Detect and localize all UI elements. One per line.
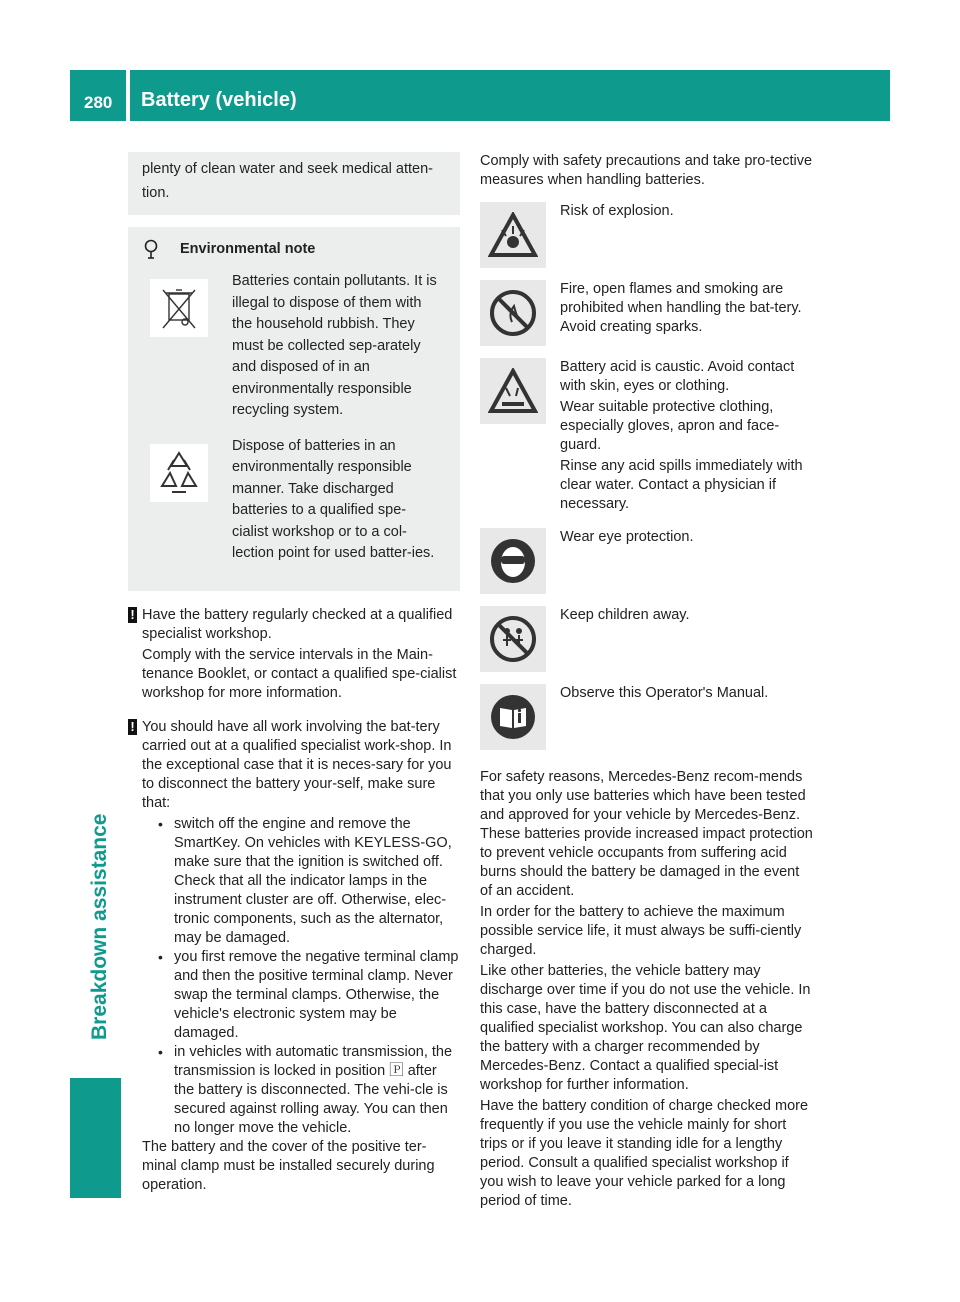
list-item: • you first remove the negative terminal clamp and then the positive terminal clamp. Never swap the terminal clamps. Otherwise, the vehicle's electronic system may be damaged.: [158, 948, 460, 1043]
paragraph: Have the battery condition of charge checked more frequently if you use the vehicle mainly for short trips or if you leave it standing idle for a lengthy period. Consult a qualified specialist workshop if you wish to leave your vehicle parked for a long period of time.: [480, 1098, 809, 1209]
continued-warning-box: [128, 152, 460, 215]
symbol-row-eye-protection: [480, 528, 813, 594]
paragraph: In order for the battery to achieve the maximum possible service life, it must always be suffi-ciently charged.: [480, 904, 802, 958]
manual-icon: [480, 684, 546, 750]
list-item: • switch off the engine and remove the SmartKey. On vehicles with KEYLESS-GO, make sure that the ignition is switched off. Check that all the indicator lamps in the instrument cluster are off. Otherwise, elec-tronic components, such as the alternator, may be damaged.: [158, 815, 460, 948]
lightbulb-icon: [142, 239, 160, 259]
page-number: 280: [84, 93, 113, 112]
symbol-row-explosion: [480, 202, 813, 268]
symbol-row-no-fire: [480, 280, 813, 346]
right-body-text: [480, 768, 813, 1211]
symbol-text: Wear suitable protective clothing, especially gloves, apron and face-guard.: [560, 399, 780, 453]
continued-text: plenty of clean water and seek medical atten-tion.: [142, 161, 433, 201]
safety-intro: Comply with safety precautions and take pro-tective measures when handling batteries.: [480, 153, 813, 188]
keep-children-away-icon: [480, 606, 546, 672]
env-item-text: Dispose of batteries in an environmentally responsible manner. Take discharged batteries to a qualified spe-cialist workshop or to a col-lection point for used batter-ies.: [232, 437, 435, 561]
warning-outro: The battery and the cover of the positive ter-minal clamp must be installed securely during operation.: [142, 1138, 435, 1193]
warning-text: Comply with the service intervals in the Main-tenance Booklet, or contact a qualified spe-cialist workshop for more information.: [142, 646, 457, 701]
symbol-text: Keep children away.: [560, 607, 690, 623]
environmental-note-title: Environmental note: [180, 241, 316, 257]
page-title: Battery (vehicle): [141, 89, 297, 111]
warning-exclamation-icon: !: [128, 607, 137, 623]
warning-intro: You should have all work involving the bat-tery carried out at a qualified specialist work-shop. In the exceptional case that it is neces-sary for you to disconnect the battery your-self, make sure that:: [142, 718, 452, 811]
symbol-row-manual: [480, 684, 813, 750]
symbol-text: Rinse any acid spills immediately with clear water. Contact a physician if necessary.: [560, 458, 803, 512]
warning-battery-check: [128, 606, 460, 703]
warning-text: Have the battery regularly checked at a qualified specialist workshop.: [142, 606, 453, 642]
paragraph: Like other batteries, the vehicle battery may discharge over time if you do not use the vehicle. In this case, have the battery disconnected at a qualified specialist workshop. You can also charge the battery with a charger recommended by Mercedes-Benz. Contact a qualified special-ist workshop for further information.: [480, 963, 811, 1093]
crossed-bin-icon: [150, 279, 208, 337]
left-column: [128, 152, 460, 1197]
right-column: [480, 152, 813, 1213]
page-header: [70, 70, 890, 121]
environmental-note-heading: [142, 239, 448, 259]
header-divider: [126, 70, 130, 121]
symbol-text: Wear eye protection.: [560, 529, 694, 545]
symbol-text: Fire, open flames and smoking are prohibited when handling the bat-tery. Avoid creating sparks.: [560, 281, 802, 335]
symbol-row-children: [480, 606, 813, 672]
symbol-text: Battery acid is caustic. Avoid contact with skin, eyes or clothing.: [560, 359, 795, 394]
corrosive-warning-icon: [480, 358, 546, 424]
warning-disconnect-battery: [128, 718, 460, 1195]
symbol-row-corrosive: [480, 358, 813, 516]
env-item-bin: [142, 271, 448, 422]
symbol-text: Observe this Operator's Manual.: [560, 685, 769, 701]
explosion-warning-icon: [480, 202, 546, 268]
env-item-text: Batteries contain pollutants. It is illegal to dispose of them with the household rubbish. They must be collected sep-arately and disposed of in an environmentally responsible recycling system.: [232, 273, 437, 418]
env-item-recycle: [142, 436, 448, 565]
recycle-icon: [150, 444, 208, 502]
warning-bullet-list: [142, 815, 460, 1138]
list-item: • in vehicles with automatic transmission, the transmission is locked in position 🄿 after the battery is disconnected. The vehi-cle is secured against rolling away. You can then no longer move the vehicle.: [158, 1043, 460, 1138]
eye-protection-icon: [480, 528, 546, 594]
environmental-note: [128, 227, 460, 591]
symbol-text: Risk of explosion.: [560, 203, 674, 219]
paragraph: For safety reasons, Mercedes-Benz recom-mends that you only use batteries which have been tested and approved for your vehicle by Mercedes-Benz. These batteries provide increased impact protection to prevent vehicle occupants from suffering acid burns should the battery be damaged in the event of an accident.: [480, 769, 813, 899]
no-fire-icon: [480, 280, 546, 346]
sidebar-tab-block: [70, 1078, 121, 1198]
warning-exclamation-icon: !: [128, 719, 137, 735]
sidebar-section-label: Breakdown assistance: [88, 813, 111, 1040]
